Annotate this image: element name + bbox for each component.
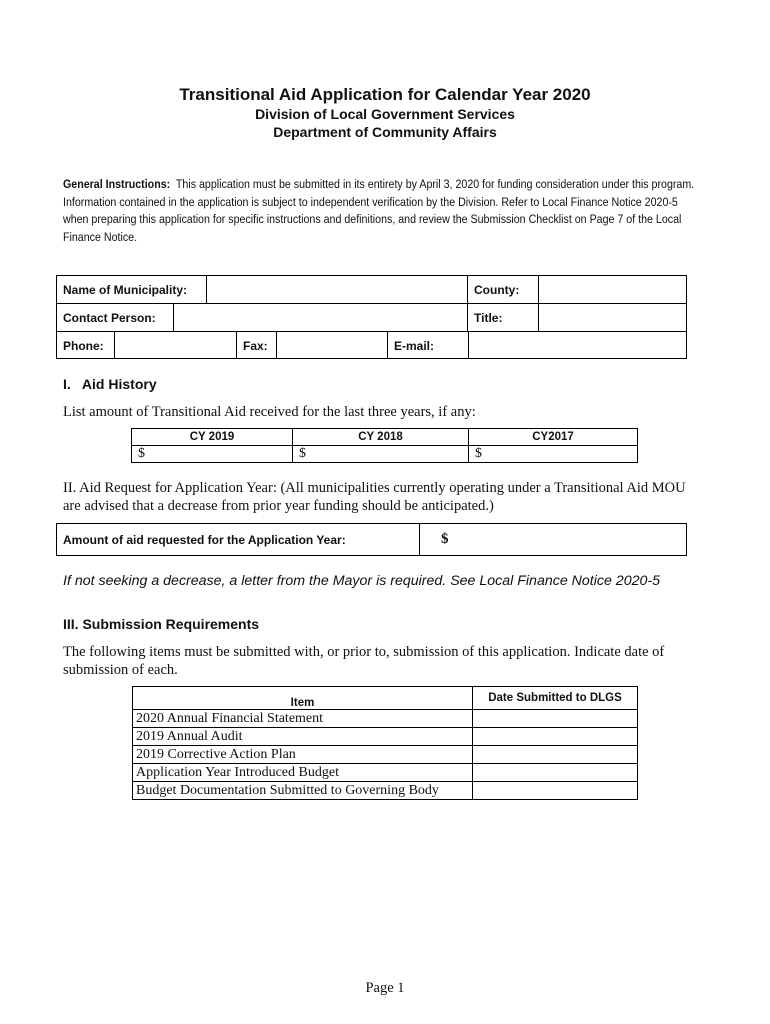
- item-cell: Application Year Introduced Budget: [133, 764, 473, 782]
- municipality-field[interactable]: [207, 276, 467, 303]
- aid-request-box: [56, 523, 687, 556]
- aid-2018-field[interactable]: $: [293, 446, 469, 463]
- county-label: County:: [474, 282, 520, 297]
- aid-history-text: List amount of Transitional Aid received for the last three years, if any:: [63, 404, 476, 420]
- table-row: [133, 746, 638, 764]
- date-field[interactable]: [473, 764, 638, 782]
- contact-person-label: Contact Person:: [63, 310, 156, 325]
- date-field[interactable]: [473, 710, 638, 728]
- title-field[interactable]: [539, 304, 686, 331]
- aid-request-label: Amount of aid requested for the Application Year:: [63, 532, 346, 547]
- email-field[interactable]: [469, 332, 686, 359]
- date-field[interactable]: [473, 728, 638, 746]
- item-cell: 2019 Corrective Action Plan: [133, 746, 473, 764]
- aid-history-heading: I. Aid History: [63, 376, 157, 392]
- title-label: Title:: [474, 310, 503, 325]
- page-number: Page 1: [365, 980, 405, 996]
- table-row: [133, 710, 638, 728]
- phone-field[interactable]: [115, 332, 236, 359]
- submission-requirements-text: The following items must be submitted with, or prior to, submission of this application. Indicate date of submission of each.: [63, 644, 665, 678]
- division-subtitle: Division of Local Government Services: [255, 106, 515, 122]
- phone-label: Phone:: [63, 338, 104, 353]
- date-column-header: Date Submitted to DLGS: [473, 687, 638, 710]
- contact-person-field[interactable]: [174, 304, 467, 331]
- item-cell: 2019 Annual Audit: [133, 728, 473, 746]
- fax-label: Fax:: [243, 338, 268, 353]
- aid-2019-field[interactable]: $: [132, 446, 293, 463]
- instructions-text: This application must be submitted in its entirety by April 3, 2020 for funding consideration under this program. Information contained in the application is subject to independent verification by the Division. Refer to Local Finance Notice 2020-5 when preparing this application for specific instructions and definitions, and review the Submission Checklist on Page 7 of the Local Finance Notice.: [63, 177, 695, 244]
- fax-field[interactable]: [277, 332, 387, 359]
- aid-history-col: CY2017: [469, 429, 638, 446]
- mayor-letter-note: If not seeking a decrease, a letter from the Mayor is required. See Local Finance Notice 2020-5: [63, 573, 660, 589]
- date-field[interactable]: [473, 782, 638, 800]
- submission-table: [132, 686, 638, 800]
- instructions-label: General Instructions:: [63, 177, 171, 191]
- contact-form: [56, 275, 687, 359]
- date-field[interactable]: [473, 746, 638, 764]
- page-title: Transitional Aid Application for Calendar Year 2020: [179, 85, 591, 104]
- aid-history-col: CY 2019: [132, 429, 293, 446]
- submission-requirements-heading: III. Submission Requirements: [63, 616, 260, 632]
- county-field[interactable]: [539, 276, 686, 303]
- table-row: [133, 782, 638, 800]
- aid-request-amount-field[interactable]: $: [441, 531, 449, 547]
- item-cell: Budget Documentation Submitted to Governing Body: [133, 782, 473, 800]
- department-subtitle: Department of Community Affairs: [273, 124, 497, 140]
- table-row: [133, 764, 638, 782]
- item-cell: 2020 Annual Financial Statement: [133, 710, 473, 728]
- municipality-label: Name of Municipality:: [63, 282, 188, 297]
- general-instructions: [63, 176, 703, 246]
- table-row: [133, 728, 638, 746]
- aid-request-text: II. Aid Request for Application Year: (All municipalities currently operating under a Transitional Aid MOU are advised that a decrease from prior year funding should be anticipated.): [63, 480, 686, 514]
- aid-history-col: CY 2018: [293, 429, 469, 446]
- item-column-header: Item: [133, 687, 473, 710]
- email-label: E-mail:: [394, 338, 435, 353]
- aid-history-table: [131, 428, 638, 463]
- aid-2017-field[interactable]: $: [469, 446, 638, 463]
